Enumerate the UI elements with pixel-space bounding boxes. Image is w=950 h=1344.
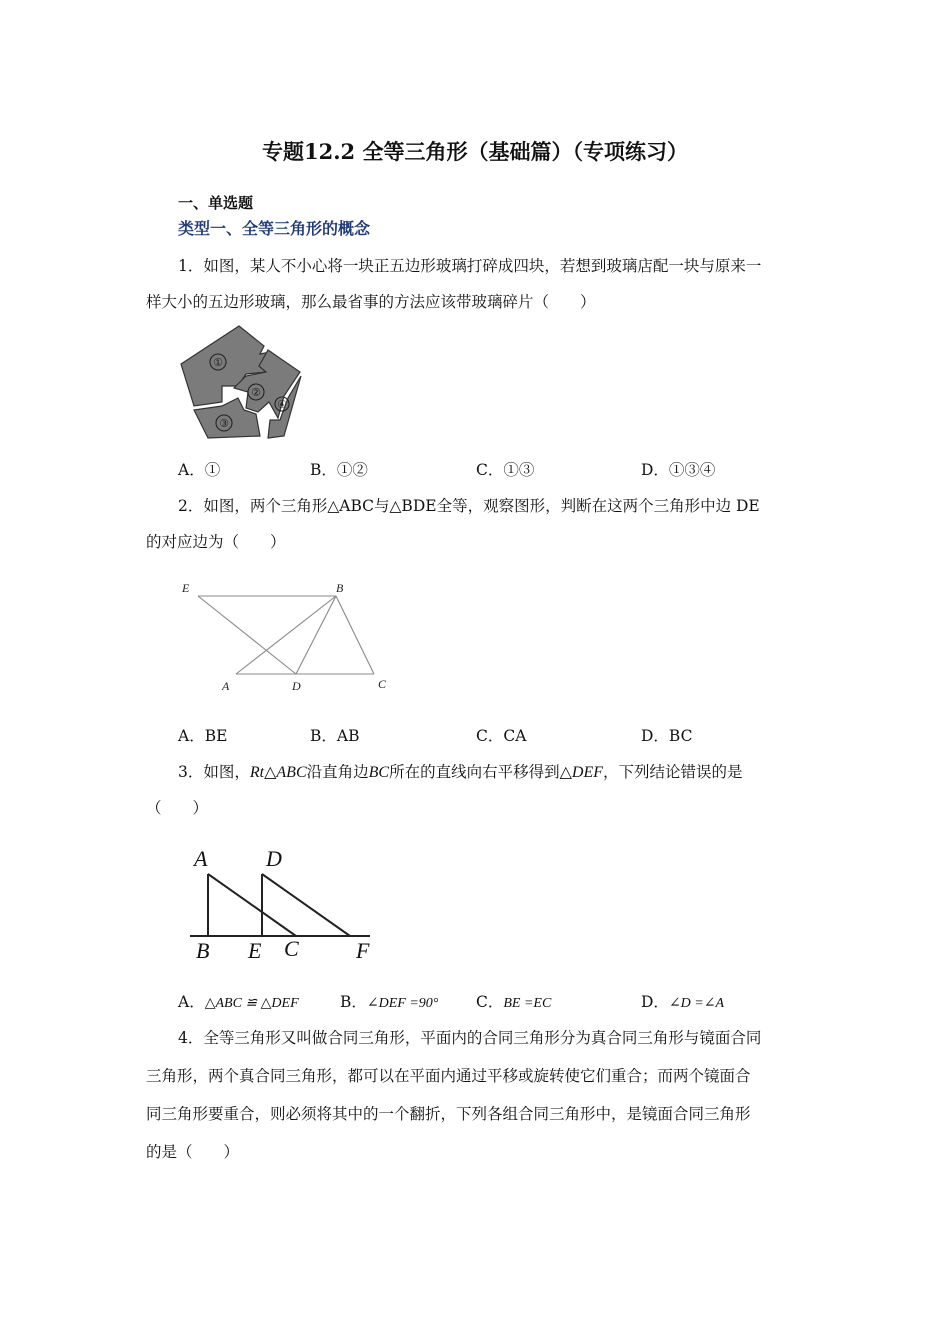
q3-option-c-letter: C． <box>476 993 504 1011</box>
q3-suffix: ，下列结论错误的是 <box>603 763 743 781</box>
q4-text-line3: 同三角形要重合，则必须将其中的一个翻折，下列各组合同三角形中，是镜面合同三角形 <box>146 1105 751 1123</box>
q2-text-line1: 2．如图，两个三角形△ABC与△BDE全等，观察图形，判断在这两个三角形中边 DE <box>178 497 760 515</box>
label-E: E <box>182 581 190 595</box>
q2-option-b[interactable]: B．AB <box>310 727 360 745</box>
q3-mid1: 沿直角边 <box>306 763 369 781</box>
q1-text-line2: 样大小的五边形玻璃，那么最省事的方法应该带玻璃碎片（ ） <box>146 293 596 311</box>
q1-option-c[interactable]: C．①③ <box>476 461 535 479</box>
q2-text-line2: 的对应边为（ ） <box>146 533 286 551</box>
q3-translation-figure <box>186 842 376 964</box>
q3-option-c[interactable] <box>476 990 551 1012</box>
q3-option-a-letter: A． <box>178 993 205 1011</box>
q1-text-line1: 1．如图，某人不小心将一块正五边形玻璃打碎成四块，若想到玻璃店配一块与原来一 <box>178 257 762 275</box>
q2-option-c[interactable]: C．CA <box>476 727 527 745</box>
piece-label-2: ② <box>251 387 261 399</box>
label-B: B <box>336 581 344 595</box>
q4-text-line2: 三角形，两个真合同三角形，都可以在平面内通过平移或旋转使它们重合；而两个镜面合 <box>146 1067 751 1085</box>
q3-option-a[interactable] <box>178 990 299 1012</box>
q1-option-b[interactable]: B．①② <box>310 461 368 479</box>
q3-prefix: 3．如图， <box>178 763 250 781</box>
label-C: C <box>378 677 387 691</box>
q3-option-b[interactable] <box>340 990 438 1012</box>
q2-triangle-figure <box>176 576 396 696</box>
q3-mid2: 所在的直线向右平移得到 <box>389 763 560 781</box>
type-heading: 类型一、全等三角形的概念 <box>178 219 371 238</box>
q4-text-line4: 的是（ ） <box>146 1143 240 1161</box>
label-D: D <box>266 846 282 871</box>
q3-math-bc: BC <box>368 764 390 781</box>
q3-text-line1 <box>178 760 743 782</box>
q3-option-d[interactable] <box>641 990 724 1012</box>
q3-math-def: △DEF <box>559 764 604 781</box>
q1-option-a[interactable]: A．① <box>178 461 221 479</box>
q3-text-line2: （ ） <box>146 799 209 817</box>
label-C: C <box>284 936 299 961</box>
q4-text-line1: 4．全等三角形又叫做合同三角形，平面内的合同三角形分为真合同三角形与镜面合同 <box>178 1029 762 1047</box>
piece-label-4: ④ <box>277 399 287 411</box>
label-E: E <box>248 938 262 963</box>
q2-option-a[interactable]: A．BE <box>178 727 228 745</box>
q1-option-d[interactable]: D．①③④ <box>641 461 716 479</box>
section-heading: 一、单选题 <box>178 194 254 212</box>
q3-option-b-letter: B． <box>340 993 367 1011</box>
q2-option-d[interactable]: D．BC <box>641 727 693 745</box>
q3-math-rt-abc: Rt△ABC <box>249 764 307 781</box>
label-D: D <box>292 679 301 693</box>
q3-option-a-math: △ABC ≌ △DEF <box>204 996 299 1011</box>
piece-label-3: ③ <box>219 418 229 430</box>
q3-option-b-math: ∠DEF =90° <box>366 996 439 1011</box>
label-A: A <box>194 846 208 871</box>
piece-label-1: ① <box>213 357 223 369</box>
label-F: F <box>356 938 370 963</box>
q1-pentagon-figure <box>176 322 306 442</box>
page-title: 专题12.2 全等三角形（基础篇）（专项练习） <box>262 139 688 164</box>
q3-option-d-letter: D． <box>641 993 669 1011</box>
label-A: A <box>222 679 230 693</box>
label-B: B <box>196 938 210 963</box>
q3-option-c-math: BE =EC <box>503 996 552 1011</box>
q3-option-d-math: ∠D =∠A <box>668 996 725 1011</box>
